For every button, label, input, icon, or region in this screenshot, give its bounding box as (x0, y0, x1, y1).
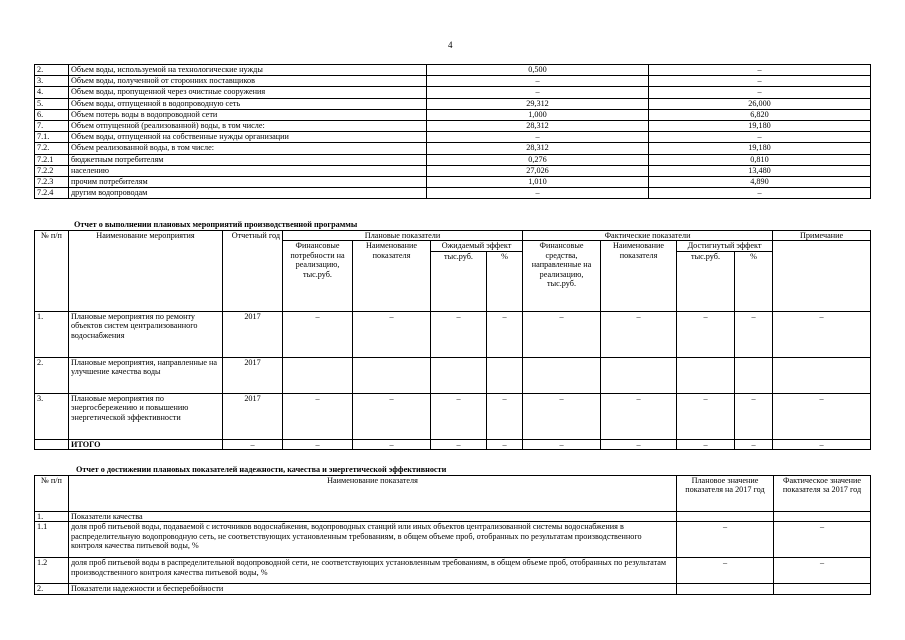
row-number: 7.2.1 (35, 154, 69, 165)
total-value: – (677, 439, 735, 449)
fact-value: 26,000 (649, 98, 871, 109)
row-name: Объем воды, отпущенной на собственные нужды организации (69, 132, 427, 143)
col-header-fact-value: Фактическое значение показателя за 2017 год (774, 476, 871, 512)
value-cell: – (773, 311, 871, 357)
row-number: 7.2.4 (35, 188, 69, 199)
row-number: 3. (35, 76, 69, 87)
value-cell (773, 357, 871, 393)
row-number (35, 439, 69, 449)
row-number: 7.2. (35, 143, 69, 154)
table-row (35, 109, 871, 120)
col-header-plan-effect: Ожидаемый эффект (431, 241, 523, 251)
row-name: прочим потребителям (69, 176, 427, 187)
col-header-note-empty (773, 241, 871, 311)
value-cell (523, 357, 601, 393)
indicator-name: Показатели надежности и бесперебойности (69, 584, 677, 594)
row-name: Объем отпущенной (реализованной) воды, в том числе: (69, 120, 427, 131)
indicators-report-title: Отчет о достижении плановых показателей надежности, качества и энергетической эффективности (76, 465, 447, 474)
fact-value: – (774, 522, 871, 558)
table-row (35, 311, 871, 357)
plan-value: 28,312 (427, 120, 649, 131)
row-number: 7.2.3 (35, 176, 69, 187)
row-number: 1. (35, 512, 69, 522)
table-row (35, 522, 871, 558)
col-header-plan-group: Плановые показатели (283, 231, 523, 241)
fact-value: – (774, 558, 871, 584)
row-name: Объем потерь воды в водопроводной сети (69, 109, 427, 120)
measure-name: Плановые мероприятия, направленные на улучшение качества воды (69, 357, 223, 393)
fact-value: 6,820 (649, 109, 871, 120)
fact-value: – (649, 76, 871, 87)
indicator-name: Показатели качества (69, 512, 677, 522)
value-cell (601, 357, 677, 393)
total-value: – (601, 439, 677, 449)
table-row (35, 393, 871, 439)
fact-value (774, 584, 871, 594)
value-cell (677, 357, 735, 393)
row-name: бюджетным потребителям (69, 154, 427, 165)
col-header-plan-value: Плановое значение показателя на 2017 год (677, 476, 774, 512)
total-value: – (223, 439, 283, 449)
table-row (35, 584, 871, 594)
value-cell: – (283, 393, 353, 439)
value-cell (353, 357, 431, 393)
report-year: 2017 (223, 357, 283, 393)
value-cell: – (735, 311, 773, 357)
total-value: – (431, 439, 487, 449)
row-name: Объем реализованной воды, в том числе: (69, 143, 427, 154)
row-name: населению (69, 165, 427, 176)
program-report-title: Отчет о выполнении плановых мероприятий производственной программы (74, 220, 358, 229)
col-header-plan-indicator: Наименование показателя (353, 241, 431, 311)
col-header-plan-rub: тыс.руб. (431, 251, 487, 311)
table-row (35, 176, 871, 187)
plan-value: – (427, 76, 649, 87)
row-number: 7. (35, 120, 69, 131)
row-name: Объем воды, полученной от сторонних поставщиков (69, 76, 427, 87)
table-row (35, 132, 871, 143)
col-header-fact-group: Фактические показатели (523, 231, 773, 241)
col-header-fact-effect: Достигнутый эффект (677, 241, 773, 251)
row-number: 4. (35, 87, 69, 98)
program-measures-table (34, 230, 871, 450)
report-year: 2017 (223, 393, 283, 439)
value-cell: – (601, 311, 677, 357)
total-value: – (773, 439, 871, 449)
table-row (35, 98, 871, 109)
fact-value (774, 512, 871, 522)
row-number: 7.1. (35, 132, 69, 143)
measure-name: Плановые мероприятия по энергосбережению и повышению энергетической эффективности (69, 393, 223, 439)
plan-value: – (427, 87, 649, 98)
col-header-indicator-name: Наименование показателя (69, 476, 677, 512)
row-number: 5. (35, 98, 69, 109)
col-header-num: № п/п (35, 476, 69, 512)
col-header-fact-indicator: Наименование показателя (601, 241, 677, 311)
value-cell: – (283, 311, 353, 357)
indicator-name: доля проб питьевой воды, подаваемой с источников водоснабжения, водопроводных станций или иных объектов централизованной системы водоснабжения в распределительную водопроводную сеть, не соответствующих установленным требованиям, в общем объеме проб, отобранных по результатам производственного контроля качества питьевой воды, % (69, 522, 677, 558)
row-number: 3. (35, 393, 69, 439)
fact-value: – (649, 132, 871, 143)
fact-value: 19,180 (649, 120, 871, 131)
value-cell: – (601, 393, 677, 439)
table-row (35, 188, 871, 199)
value-cell (283, 357, 353, 393)
row-name: Объем воды, отпущенной в водопроводную сеть (69, 98, 427, 109)
row-name: Объем воды, используемой на технологические нужды (69, 65, 427, 76)
table-row (35, 512, 871, 522)
col-header-fact-rub: тыс.руб. (677, 251, 735, 311)
table-row (35, 165, 871, 176)
fact-value: 19,180 (649, 143, 871, 154)
table-row (35, 143, 871, 154)
col-header-num: № п/п (35, 231, 69, 312)
value-cell: – (523, 393, 601, 439)
table-row (35, 558, 871, 584)
plan-value: 1,000 (427, 109, 649, 120)
row-number: 1. (35, 311, 69, 357)
plan-value: – (677, 522, 774, 558)
row-number: 2. (35, 584, 69, 594)
row-number: 2. (35, 65, 69, 76)
value-cell: – (353, 311, 431, 357)
table-row (35, 76, 871, 87)
fact-value: 4,890 (649, 176, 871, 187)
value-cell: – (487, 393, 523, 439)
col-header-measure-name: Наименование мероприятия (69, 231, 223, 312)
plan-value: – (427, 188, 649, 199)
fact-value: – (649, 87, 871, 98)
fact-value: 13,480 (649, 165, 871, 176)
col-header-fact-pct: % (735, 251, 773, 311)
value-cell (431, 357, 487, 393)
table-row (35, 120, 871, 131)
total-value: – (353, 439, 431, 449)
value-cell: – (431, 311, 487, 357)
total-value: – (283, 439, 353, 449)
row-number: 7.2.2 (35, 165, 69, 176)
col-header-year: Отчетный год (223, 231, 283, 312)
value-cell: – (431, 393, 487, 439)
total-value: – (487, 439, 523, 449)
value-cell (735, 357, 773, 393)
table-row (35, 154, 871, 165)
fact-value: 0,810 (649, 154, 871, 165)
plan-value (677, 512, 774, 522)
value-cell: – (353, 393, 431, 439)
value-cell: – (773, 393, 871, 439)
col-header-fact-finance: Финансовые средства, направленные на реализацию, тыс.руб. (523, 241, 601, 311)
value-cell: – (487, 311, 523, 357)
row-number: 2. (35, 357, 69, 393)
row-name: другим водопроводам (69, 188, 427, 199)
total-value: – (735, 439, 773, 449)
value-cell: – (523, 311, 601, 357)
row-number: 1.2 (35, 558, 69, 584)
value-cell (487, 357, 523, 393)
report-year: 2017 (223, 311, 283, 357)
measure-name: Плановые мероприятия по ремонту объектов систем централизованного водоснабжения (69, 311, 223, 357)
total-row (35, 439, 871, 449)
value-cell: – (677, 393, 735, 439)
col-header-plan-pct: % (487, 251, 523, 311)
plan-value: 0,500 (427, 65, 649, 76)
page-number: 4 (448, 40, 453, 50)
total-value: – (523, 439, 601, 449)
plan-value (677, 584, 774, 594)
col-header-note: Примечание (773, 231, 871, 241)
row-number: 6. (35, 109, 69, 120)
total-label: ИТОГО (69, 439, 223, 449)
row-name: Объем воды, пропущенной через очистные сооружения (69, 87, 427, 98)
indicators-table (34, 475, 871, 595)
table-row (35, 87, 871, 98)
plan-value: 1,010 (427, 176, 649, 187)
plan-value: 0,276 (427, 154, 649, 165)
row-number: 1.1 (35, 522, 69, 558)
plan-value: – (677, 558, 774, 584)
fact-value: – (649, 188, 871, 199)
water-volume-table (34, 64, 871, 199)
value-cell: – (735, 393, 773, 439)
table-row (35, 357, 871, 393)
plan-value: 27,026 (427, 165, 649, 176)
plan-value: 29,312 (427, 98, 649, 109)
plan-value: – (427, 132, 649, 143)
indicator-name: доля проб питьевой воды в распределительной водопроводной сети, не соответствующих установленным требованиям, в общем объеме проб, отобранных по результатам производственного контроля качества питьевой воды, % (69, 558, 677, 584)
table-row (35, 65, 871, 76)
col-header-plan-finance: Финансовые потребности на реализацию, тыс.руб. (283, 241, 353, 311)
value-cell: – (677, 311, 735, 357)
plan-value: 28,312 (427, 143, 649, 154)
fact-value: – (649, 65, 871, 76)
